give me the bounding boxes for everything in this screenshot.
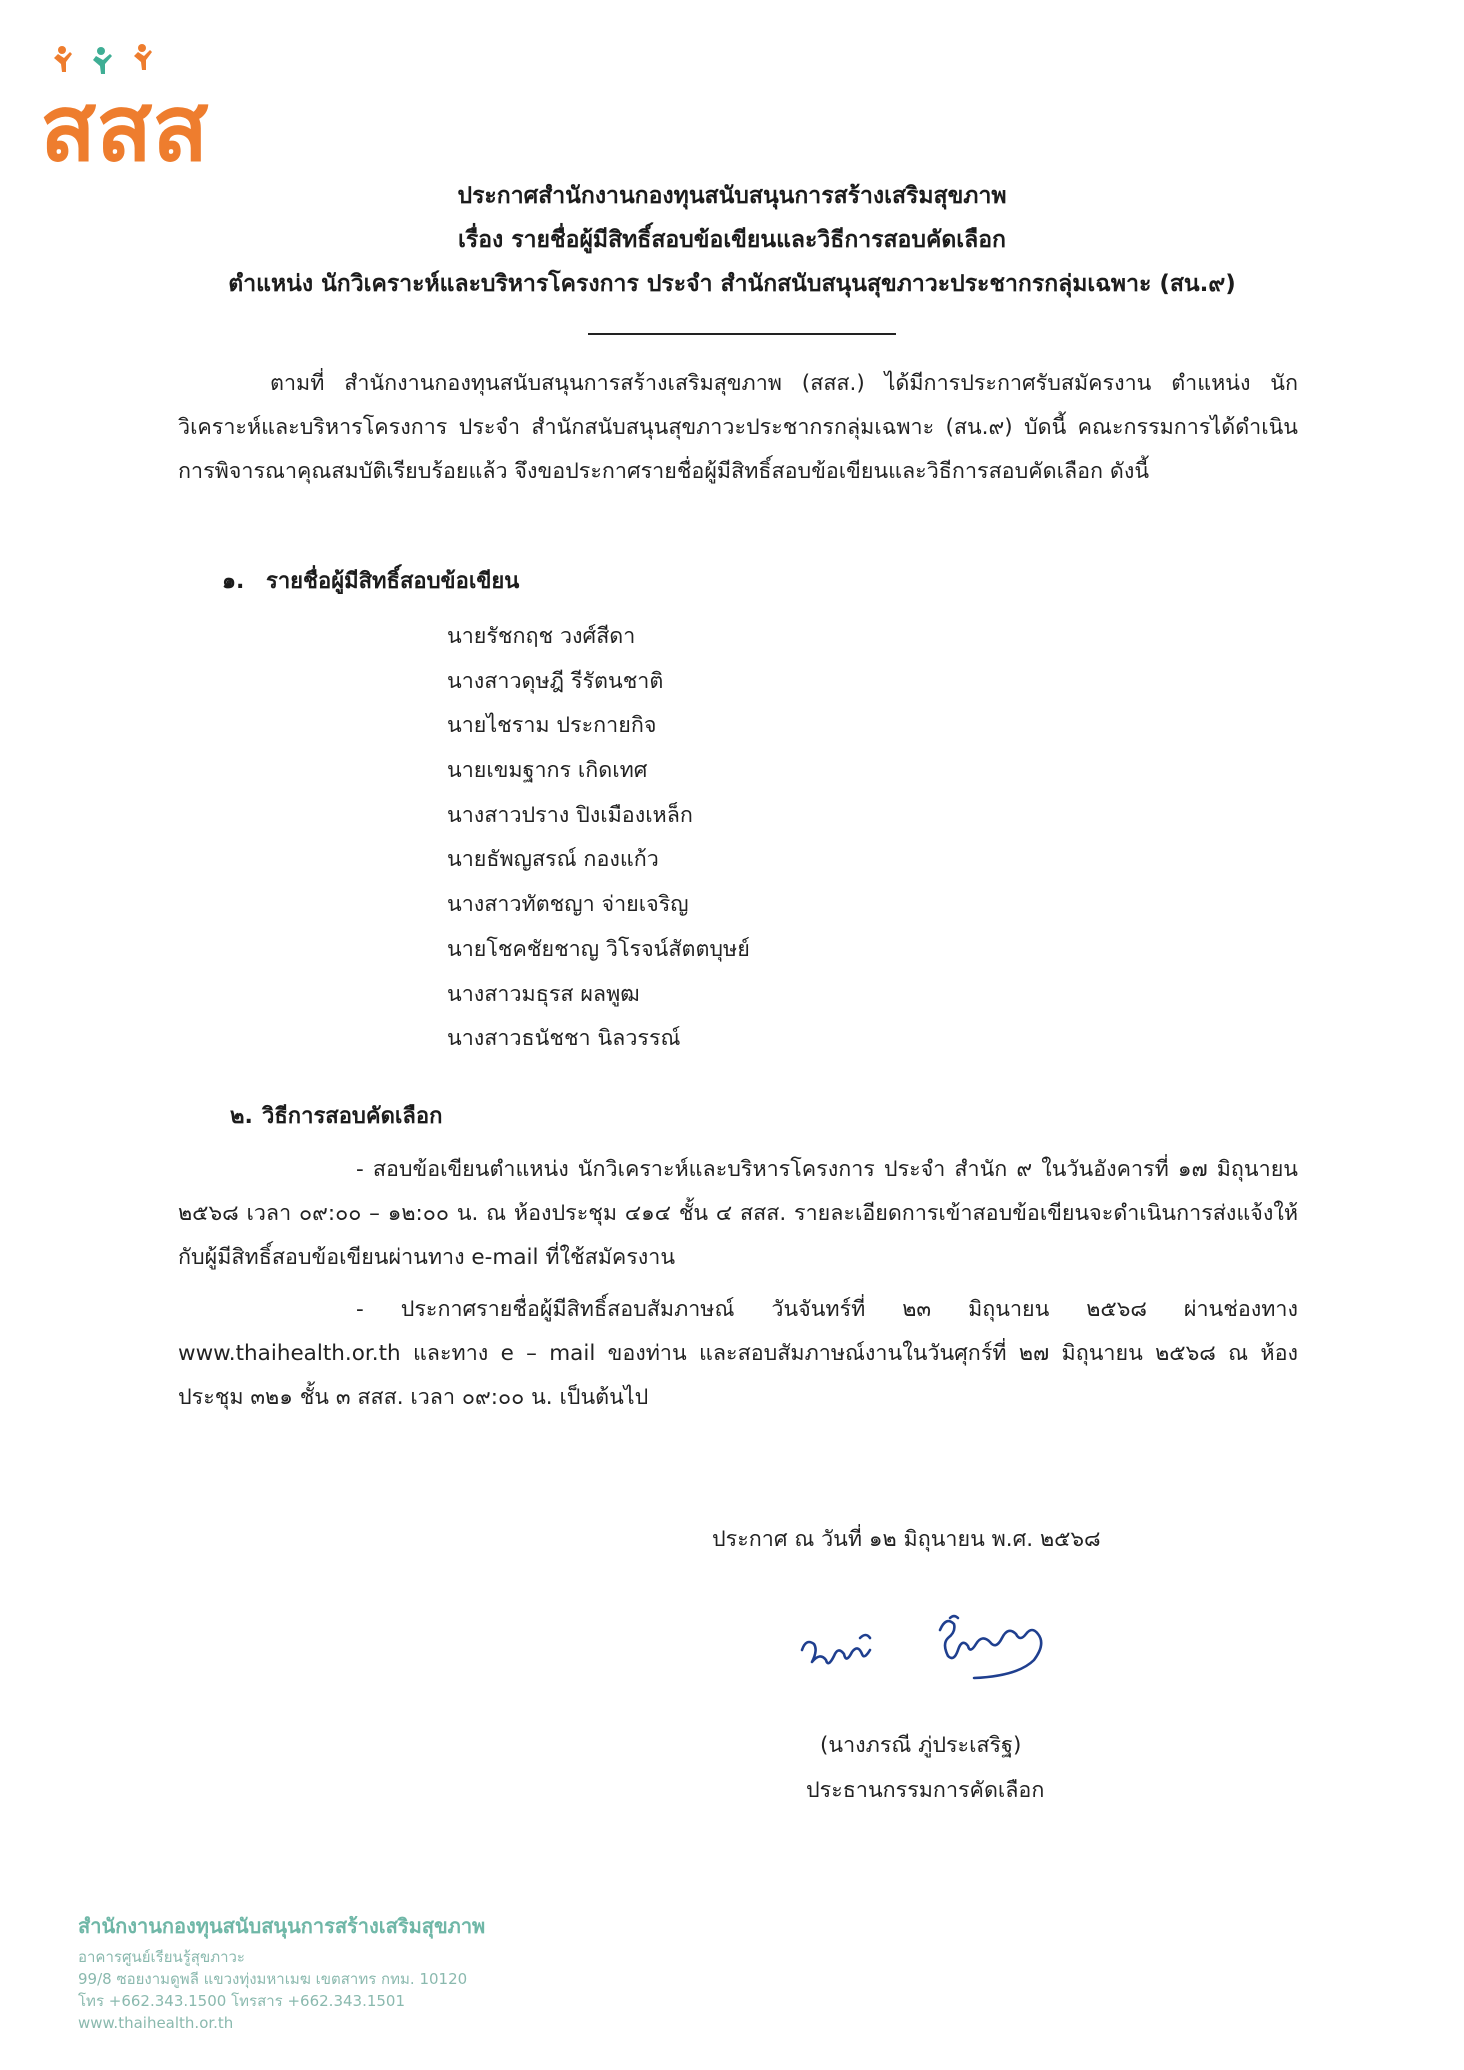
list-item: นางสาวทัตชญา จ่ายเจริญ	[447, 892, 689, 918]
method-item-2	[178, 1288, 1298, 1420]
list-item: นางสาวธนัชชา นิลวรรณ์	[447, 1026, 681, 1052]
signature-icon	[790, 1610, 1130, 1700]
list-item: นายโชคชัยชาญ วิโรจน์สัตตบุษย์	[447, 936, 750, 962]
footer-org-name: สำนักงานกองทุนสนับสนุนการสร้างเสริมสุขภาพ	[78, 1914, 486, 1938]
header-line-2: เรื่อง รายชื่อผู้มีสิทธิ์สอบข้อเขียนและวิธีการสอบคัดเลือก	[458, 227, 1006, 253]
footer-building: อาคารศูนย์เรียนรู้สุขภาวะ	[78, 1948, 245, 1966]
section-2-heading	[230, 1098, 442, 1133]
header-line-3: ตำแหน่ง นักวิเคราะห์และบริหารโครงการ ประจำ สำนักสนับสนุนสุขภาวะประชากรกลุ่มเฉพาะ (สน.๙)	[228, 271, 1236, 297]
header-line-1: ประกาศสำนักงานกองทุนสนับสนุนการสร้างเสริมสุขภาพ	[457, 183, 1007, 209]
intro-paragraph	[178, 362, 1298, 494]
signer-role: ประธานกรรมการคัดเลือก	[806, 1778, 1045, 1803]
header-divider	[588, 333, 896, 335]
section-2-number: ๒.	[230, 1104, 253, 1129]
announcement-date: ประกาศ ณ วันที่ ๑๒ มิถุนายน พ.ศ. ๒๕๖๘	[712, 1527, 1101, 1552]
section-1-number: ๑.	[222, 569, 245, 594]
section-1-heading	[222, 563, 519, 598]
list-item: นางสาวปราง ปิงเมืองเหล็ก	[447, 802, 693, 828]
footer-phone: โทร +662.343.1500 โทรสาร +662.343.1501	[78, 1992, 406, 2010]
method-item-2-text: - ประกาศรายชื่อผู้มีสิทธิ์สอบสัมภาษณ์ วันจันทร์ที่ ๒๓ มิถุนายน ๒๕๖๘ ผ่านช่องทาง www.thaihealth.or.th และทาง e – mail ของท่าน และสอบสัมภาษณ์งานในวันศุกร์ที่ ๒๗ มิถุนายน ๒๕๖๘ ณ ห้องประชุม ๓๒๑ ชั้น ๓ สสส. เวลา ๐๙:๐๐ น. เป็นต้นไป	[178, 1297, 1298, 1410]
footer-address: 99/8 ซอยงามดูพลี แขวงทุ่งมหาเมฆ เขตสาทร กทม. 10120	[78, 1970, 468, 1988]
section-1-title: รายชื่อผู้มีสิทธิ์สอบข้อเขียน	[266, 569, 520, 594]
intro-text: ตามที่ สำนักงานกองทุนสนับสนุนการสร้างเสริมสุขภาพ (สสส.) ได้มีการประกาศรับสมัครงาน ตำแหน่ง นักวิเคราะห์และบริหารโครงการ ประจำ สำนักสนับสนุนสุขภาวะประชากรกลุ่มเฉพาะ (สน.๙) บัดนี้ คณะกรรมการได้ดำเนินการพิจารณาคุณสมบัติเรียบร้อยแล้ว จึงขอประกาศรายชื่อผู้มีสิทธิ์สอบข้อเขียนและวิธีการสอบคัดเลือก ดังนี้	[178, 371, 1298, 484]
method-item-1-text: - สอบข้อเขียนตำแหน่ง นักวิเคราะห์และบริหารโครงการ ประจำ สำนัก ๙ ในวันอังคารที่ ๑๗ มิถุนายน ๒๕๖๘ เวลา ๐๙:๐๐ – ๑๒:๐๐ น. ณ ห้องประชุม ๔๑๔ ชั้น ๔ สสส. รายละเอียดการเข้าสอบข้อเขียนจะดำเนินการส่งแจ้งให้กับผู้มีสิทธิ์สอบข้อเขียนผ่านทาง e-mail ที่ใช้สมัครงาน	[178, 1157, 1298, 1270]
thaihealth-logo-icon	[40, 42, 240, 172]
footer-website[interactable]: www.thaihealth.or.th	[78, 2014, 234, 2032]
list-item: นายเขมฐากร เกิดเทศ	[447, 758, 648, 784]
list-item: นายธัพญสรณ์ กองแก้ว	[447, 847, 659, 873]
method-item-1	[178, 1148, 1298, 1280]
signer-name: (นางภรณี ภู่ประเสริฐ)	[820, 1733, 1022, 1758]
section-2-title: วิธีการสอบคัดเลือก	[262, 1104, 443, 1129]
list-item: นายไชราม ประกายกิจ	[447, 713, 657, 739]
candidate-list	[447, 615, 750, 1062]
footer-contact	[78, 1910, 485, 2034]
logo-text: สสส	[40, 75, 209, 172]
list-item: นางสาวมธุรส ผลพูฒ	[447, 981, 640, 1007]
list-item: นายรัชกฤช วงศ์สีดา	[447, 624, 636, 649]
list-item: นางสาวดุษฎี รีรัตนชาติ	[447, 668, 664, 694]
